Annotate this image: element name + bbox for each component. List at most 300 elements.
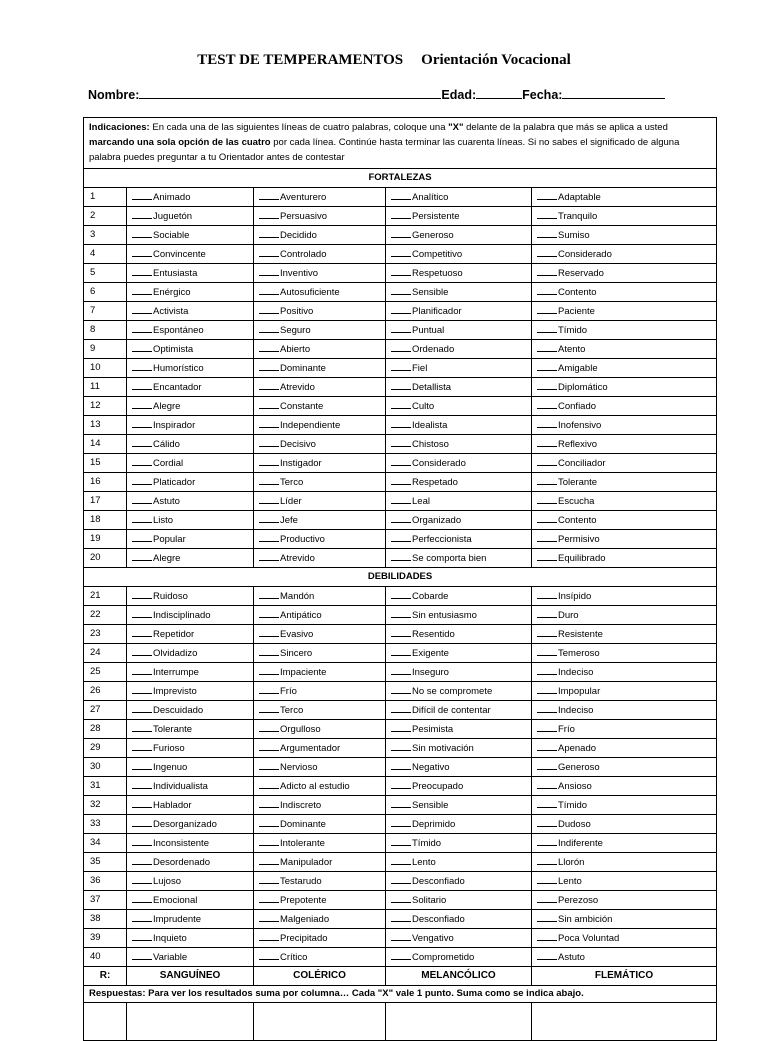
answer-blank[interactable]: [391, 226, 411, 238]
answer-blank[interactable]: [537, 321, 557, 333]
age-field[interactable]: [476, 86, 522, 99]
word-option[interactable]: [254, 378, 386, 397]
word-option[interactable]: [127, 188, 254, 207]
word-option[interactable]: [254, 587, 386, 606]
word-option[interactable]: [254, 910, 386, 929]
answer-blank[interactable]: [537, 625, 557, 637]
word-option[interactable]: [127, 872, 254, 891]
word-option[interactable]: [386, 245, 532, 264]
word-option[interactable]: [254, 777, 386, 796]
answer-blank[interactable]: [259, 853, 279, 865]
word-option[interactable]: [386, 948, 532, 967]
answer-blank[interactable]: [132, 511, 152, 523]
word-option[interactable]: [127, 720, 254, 739]
answer-blank[interactable]: [537, 473, 557, 485]
word-option[interactable]: [386, 264, 532, 283]
word-option[interactable]: [127, 701, 254, 720]
word-option[interactable]: [254, 226, 386, 245]
answer-blank[interactable]: [259, 302, 279, 314]
date-field[interactable]: [562, 86, 665, 99]
word-option[interactable]: [127, 644, 254, 663]
word-option[interactable]: [254, 796, 386, 815]
word-option[interactable]: [127, 815, 254, 834]
answer-blank[interactable]: [132, 644, 152, 656]
answer-blank[interactable]: [391, 777, 411, 789]
answer-blank[interactable]: [132, 929, 152, 941]
word-option[interactable]: [254, 454, 386, 473]
word-option[interactable]: [386, 226, 532, 245]
answer-blank[interactable]: [537, 644, 557, 656]
answer-blank[interactable]: [537, 777, 557, 789]
word-option[interactable]: [386, 872, 532, 891]
answer-blank[interactable]: [259, 606, 279, 618]
word-option[interactable]: [386, 853, 532, 872]
answer-blank[interactable]: [537, 511, 557, 523]
word-option[interactable]: [532, 511, 717, 530]
word-option[interactable]: [254, 834, 386, 853]
word-option[interactable]: [127, 473, 254, 492]
answer-blank[interactable]: [537, 359, 557, 371]
word-option[interactable]: [254, 891, 386, 910]
word-option[interactable]: [254, 340, 386, 359]
answer-blank[interactable]: [391, 245, 411, 257]
answer-blank[interactable]: [537, 948, 557, 960]
answer-blank[interactable]: [391, 891, 411, 903]
word-option[interactable]: [532, 929, 717, 948]
answer-blank[interactable]: [391, 739, 411, 751]
word-option[interactable]: [254, 625, 386, 644]
answer-blank[interactable]: [391, 473, 411, 485]
answer-blank[interactable]: [132, 207, 152, 219]
answer-blank[interactable]: [391, 549, 411, 561]
word-option[interactable]: [386, 302, 532, 321]
word-option[interactable]: [254, 758, 386, 777]
word-option[interactable]: [127, 302, 254, 321]
word-option[interactable]: [127, 378, 254, 397]
word-option[interactable]: [127, 929, 254, 948]
answer-blank[interactable]: [132, 701, 152, 713]
word-option[interactable]: [532, 834, 717, 853]
word-option[interactable]: [254, 435, 386, 454]
answer-blank[interactable]: [391, 625, 411, 637]
answer-blank[interactable]: [537, 663, 557, 675]
answer-blank[interactable]: [391, 587, 411, 599]
word-option[interactable]: [127, 777, 254, 796]
word-option[interactable]: [386, 720, 532, 739]
word-option[interactable]: [127, 226, 254, 245]
answer-blank[interactable]: [391, 416, 411, 428]
word-option[interactable]: [254, 948, 386, 967]
word-option[interactable]: [386, 454, 532, 473]
word-option[interactable]: [532, 815, 717, 834]
word-option[interactable]: [532, 891, 717, 910]
answer-blank[interactable]: [132, 454, 152, 466]
word-option[interactable]: [386, 530, 532, 549]
answer-blank[interactable]: [259, 739, 279, 751]
answer-blank[interactable]: [259, 435, 279, 447]
word-option[interactable]: [386, 207, 532, 226]
word-option[interactable]: [127, 530, 254, 549]
answer-blank[interactable]: [132, 682, 152, 694]
answer-blank[interactable]: [132, 910, 152, 922]
word-option[interactable]: [386, 416, 532, 435]
word-option[interactable]: [127, 397, 254, 416]
answer-blank[interactable]: [259, 834, 279, 846]
answer-blank[interactable]: [132, 530, 152, 542]
word-option[interactable]: [127, 207, 254, 226]
word-option[interactable]: [254, 815, 386, 834]
word-option[interactable]: [532, 264, 717, 283]
answer-blank[interactable]: [132, 834, 152, 846]
answer-blank[interactable]: [391, 853, 411, 865]
answer-blank[interactable]: [259, 264, 279, 276]
word-option[interactable]: [532, 549, 717, 568]
answer-blank[interactable]: [537, 834, 557, 846]
answer-blank[interactable]: [391, 644, 411, 656]
answer-blank[interactable]: [537, 796, 557, 808]
word-option[interactable]: [127, 264, 254, 283]
word-option[interactable]: [127, 283, 254, 302]
answer-blank[interactable]: [537, 587, 557, 599]
word-option[interactable]: [254, 682, 386, 701]
answer-blank[interactable]: [391, 758, 411, 770]
word-option[interactable]: [386, 473, 532, 492]
answer-blank[interactable]: [391, 397, 411, 409]
answer-blank[interactable]: [259, 720, 279, 732]
answer-blank[interactable]: [391, 302, 411, 314]
answer-blank[interactable]: [391, 207, 411, 219]
word-option[interactable]: [532, 682, 717, 701]
answer-blank[interactable]: [132, 796, 152, 808]
word-option[interactable]: [254, 530, 386, 549]
word-option[interactable]: [127, 321, 254, 340]
word-option[interactable]: [254, 511, 386, 530]
answer-blank[interactable]: [259, 910, 279, 922]
answer-blank[interactable]: [537, 549, 557, 561]
word-option[interactable]: [254, 416, 386, 435]
answer-blank[interactable]: [537, 853, 557, 865]
word-option[interactable]: [127, 587, 254, 606]
answer-blank[interactable]: [537, 416, 557, 428]
answer-blank[interactable]: [259, 587, 279, 599]
word-option[interactable]: [532, 435, 717, 454]
answer-blank[interactable]: [537, 454, 557, 466]
word-option[interactable]: [532, 663, 717, 682]
answer-blank[interactable]: [391, 530, 411, 542]
answer-blank[interactable]: [132, 188, 152, 200]
word-option[interactable]: [254, 606, 386, 625]
answer-blank[interactable]: [132, 663, 152, 675]
word-option[interactable]: [254, 321, 386, 340]
word-option[interactable]: [386, 910, 532, 929]
answer-blank[interactable]: [259, 644, 279, 656]
word-option[interactable]: [532, 378, 717, 397]
answer-blank[interactable]: [391, 701, 411, 713]
word-option[interactable]: [254, 188, 386, 207]
answer-blank[interactable]: [391, 815, 411, 827]
word-option[interactable]: [532, 796, 717, 815]
word-option[interactable]: [254, 473, 386, 492]
word-option[interactable]: [386, 625, 532, 644]
word-option[interactable]: [532, 625, 717, 644]
word-option[interactable]: [386, 796, 532, 815]
word-option[interactable]: [127, 492, 254, 511]
answer-blank[interactable]: [537, 815, 557, 827]
answer-blank[interactable]: [537, 188, 557, 200]
word-option[interactable]: [254, 549, 386, 568]
answer-blank[interactable]: [259, 492, 279, 504]
answer-blank[interactable]: [537, 530, 557, 542]
answer-blank[interactable]: [391, 435, 411, 447]
answer-blank[interactable]: [259, 948, 279, 960]
answer-blank[interactable]: [259, 872, 279, 884]
word-option[interactable]: [386, 777, 532, 796]
word-option[interactable]: [127, 454, 254, 473]
word-option[interactable]: [386, 644, 532, 663]
answer-blank[interactable]: [537, 606, 557, 618]
answer-blank[interactable]: [537, 397, 557, 409]
answer-blank[interactable]: [132, 302, 152, 314]
word-option[interactable]: [386, 682, 532, 701]
word-option[interactable]: [254, 872, 386, 891]
answer-blank[interactable]: [259, 549, 279, 561]
answer-blank[interactable]: [537, 872, 557, 884]
word-option[interactable]: [254, 739, 386, 758]
answer-blank[interactable]: [132, 226, 152, 238]
answer-blank[interactable]: [537, 264, 557, 276]
answer-blank[interactable]: [391, 872, 411, 884]
answer-blank[interactable]: [537, 207, 557, 219]
word-option[interactable]: [532, 739, 717, 758]
word-option[interactable]: [532, 530, 717, 549]
word-option[interactable]: [532, 397, 717, 416]
answer-blank[interactable]: [391, 454, 411, 466]
answer-blank[interactable]: [132, 492, 152, 504]
answer-blank[interactable]: [259, 454, 279, 466]
word-option[interactable]: [254, 283, 386, 302]
word-option[interactable]: [127, 948, 254, 967]
answer-blank[interactable]: [391, 682, 411, 694]
answer-blank[interactable]: [259, 245, 279, 257]
answer-blank[interactable]: [537, 720, 557, 732]
word-option[interactable]: [532, 872, 717, 891]
answer-blank[interactable]: [259, 207, 279, 219]
word-option[interactable]: [386, 739, 532, 758]
word-option[interactable]: [254, 207, 386, 226]
word-option[interactable]: [127, 245, 254, 264]
word-option[interactable]: [386, 340, 532, 359]
answer-blank[interactable]: [391, 340, 411, 352]
answer-blank[interactable]: [132, 758, 152, 770]
word-option[interactable]: [532, 492, 717, 511]
word-option[interactable]: [127, 739, 254, 758]
word-option[interactable]: [254, 302, 386, 321]
answer-blank[interactable]: [132, 264, 152, 276]
answer-blank[interactable]: [132, 245, 152, 257]
word-option[interactable]: [386, 435, 532, 454]
answer-blank[interactable]: [537, 435, 557, 447]
word-option[interactable]: [127, 549, 254, 568]
answer-blank[interactable]: [259, 359, 279, 371]
name-field[interactable]: [139, 86, 441, 99]
word-option[interactable]: [532, 758, 717, 777]
word-option[interactable]: [532, 188, 717, 207]
answer-blank[interactable]: [259, 777, 279, 789]
answer-blank[interactable]: [132, 815, 152, 827]
word-option[interactable]: [532, 416, 717, 435]
total-cell[interactable]: [254, 1003, 386, 1041]
answer-blank[interactable]: [132, 587, 152, 599]
word-option[interactable]: [127, 625, 254, 644]
word-option[interactable]: [254, 853, 386, 872]
answer-blank[interactable]: [537, 910, 557, 922]
word-option[interactable]: [127, 416, 254, 435]
answer-blank[interactable]: [132, 378, 152, 390]
answer-blank[interactable]: [259, 188, 279, 200]
word-option[interactable]: [386, 606, 532, 625]
word-option[interactable]: [386, 188, 532, 207]
answer-blank[interactable]: [132, 549, 152, 561]
word-option[interactable]: [127, 511, 254, 530]
answer-blank[interactable]: [391, 606, 411, 618]
answer-blank[interactable]: [537, 739, 557, 751]
word-option[interactable]: [532, 454, 717, 473]
word-option[interactable]: [254, 359, 386, 378]
word-option[interactable]: [532, 283, 717, 302]
word-option[interactable]: [532, 359, 717, 378]
word-option[interactable]: [127, 606, 254, 625]
word-option[interactable]: [386, 587, 532, 606]
word-option[interactable]: [532, 245, 717, 264]
word-option[interactable]: [386, 283, 532, 302]
answer-blank[interactable]: [132, 397, 152, 409]
answer-blank[interactable]: [537, 245, 557, 257]
total-cell[interactable]: [127, 1003, 254, 1041]
answer-blank[interactable]: [259, 397, 279, 409]
word-option[interactable]: [386, 492, 532, 511]
word-option[interactable]: [386, 321, 532, 340]
word-option[interactable]: [127, 834, 254, 853]
word-option[interactable]: [127, 663, 254, 682]
answer-blank[interactable]: [391, 796, 411, 808]
word-option[interactable]: [254, 701, 386, 720]
answer-blank[interactable]: [391, 188, 411, 200]
answer-blank[interactable]: [391, 910, 411, 922]
answer-blank[interactable]: [391, 283, 411, 295]
answer-blank[interactable]: [259, 815, 279, 827]
word-option[interactable]: [386, 758, 532, 777]
answer-blank[interactable]: [259, 226, 279, 238]
word-option[interactable]: [127, 359, 254, 378]
word-option[interactable]: [127, 682, 254, 701]
word-option[interactable]: [386, 378, 532, 397]
answer-blank[interactable]: [132, 435, 152, 447]
word-option[interactable]: [532, 321, 717, 340]
word-option[interactable]: [532, 473, 717, 492]
word-option[interactable]: [532, 606, 717, 625]
word-option[interactable]: [386, 815, 532, 834]
answer-blank[interactable]: [259, 625, 279, 637]
word-option[interactable]: [532, 948, 717, 967]
answer-blank[interactable]: [259, 416, 279, 428]
answer-blank[interactable]: [259, 796, 279, 808]
word-option[interactable]: [254, 720, 386, 739]
answer-blank[interactable]: [391, 929, 411, 941]
answer-blank[interactable]: [259, 283, 279, 295]
answer-blank[interactable]: [259, 663, 279, 675]
answer-blank[interactable]: [132, 777, 152, 789]
answer-blank[interactable]: [537, 492, 557, 504]
word-option[interactable]: [386, 891, 532, 910]
answer-blank[interactable]: [132, 720, 152, 732]
answer-blank[interactable]: [259, 321, 279, 333]
answer-blank[interactable]: [132, 739, 152, 751]
answer-blank[interactable]: [391, 720, 411, 732]
word-option[interactable]: [254, 264, 386, 283]
answer-blank[interactable]: [259, 378, 279, 390]
answer-blank[interactable]: [259, 682, 279, 694]
answer-blank[interactable]: [132, 416, 152, 428]
answer-blank[interactable]: [391, 663, 411, 675]
answer-blank[interactable]: [132, 891, 152, 903]
answer-blank[interactable]: [259, 891, 279, 903]
word-option[interactable]: [532, 207, 717, 226]
word-option[interactable]: [254, 397, 386, 416]
word-option[interactable]: [254, 245, 386, 264]
answer-blank[interactable]: [537, 682, 557, 694]
answer-blank[interactable]: [537, 758, 557, 770]
answer-blank[interactable]: [259, 929, 279, 941]
word-option[interactable]: [254, 492, 386, 511]
answer-blank[interactable]: [391, 948, 411, 960]
word-option[interactable]: [386, 834, 532, 853]
word-option[interactable]: [532, 701, 717, 720]
answer-blank[interactable]: [537, 891, 557, 903]
word-option[interactable]: [127, 435, 254, 454]
answer-blank[interactable]: [537, 929, 557, 941]
word-option[interactable]: [386, 701, 532, 720]
total-cell[interactable]: [84, 1003, 127, 1041]
answer-blank[interactable]: [537, 226, 557, 238]
word-option[interactable]: [532, 587, 717, 606]
word-option[interactable]: [127, 853, 254, 872]
answer-blank[interactable]: [259, 701, 279, 713]
answer-blank[interactable]: [132, 948, 152, 960]
answer-blank[interactable]: [132, 321, 152, 333]
answer-blank[interactable]: [391, 321, 411, 333]
answer-blank[interactable]: [537, 302, 557, 314]
word-option[interactable]: [386, 511, 532, 530]
word-option[interactable]: [532, 777, 717, 796]
word-option[interactable]: [254, 929, 386, 948]
word-option[interactable]: [127, 910, 254, 929]
answer-blank[interactable]: [391, 492, 411, 504]
word-option[interactable]: [127, 891, 254, 910]
word-option[interactable]: [386, 549, 532, 568]
word-option[interactable]: [254, 663, 386, 682]
word-option[interactable]: [532, 340, 717, 359]
answer-blank[interactable]: [537, 340, 557, 352]
answer-blank[interactable]: [132, 606, 152, 618]
answer-blank[interactable]: [259, 530, 279, 542]
word-option[interactable]: [386, 397, 532, 416]
answer-blank[interactable]: [132, 359, 152, 371]
word-option[interactable]: [532, 720, 717, 739]
answer-blank[interactable]: [259, 511, 279, 523]
answer-blank[interactable]: [132, 872, 152, 884]
word-option[interactable]: [532, 302, 717, 321]
answer-blank[interactable]: [391, 834, 411, 846]
